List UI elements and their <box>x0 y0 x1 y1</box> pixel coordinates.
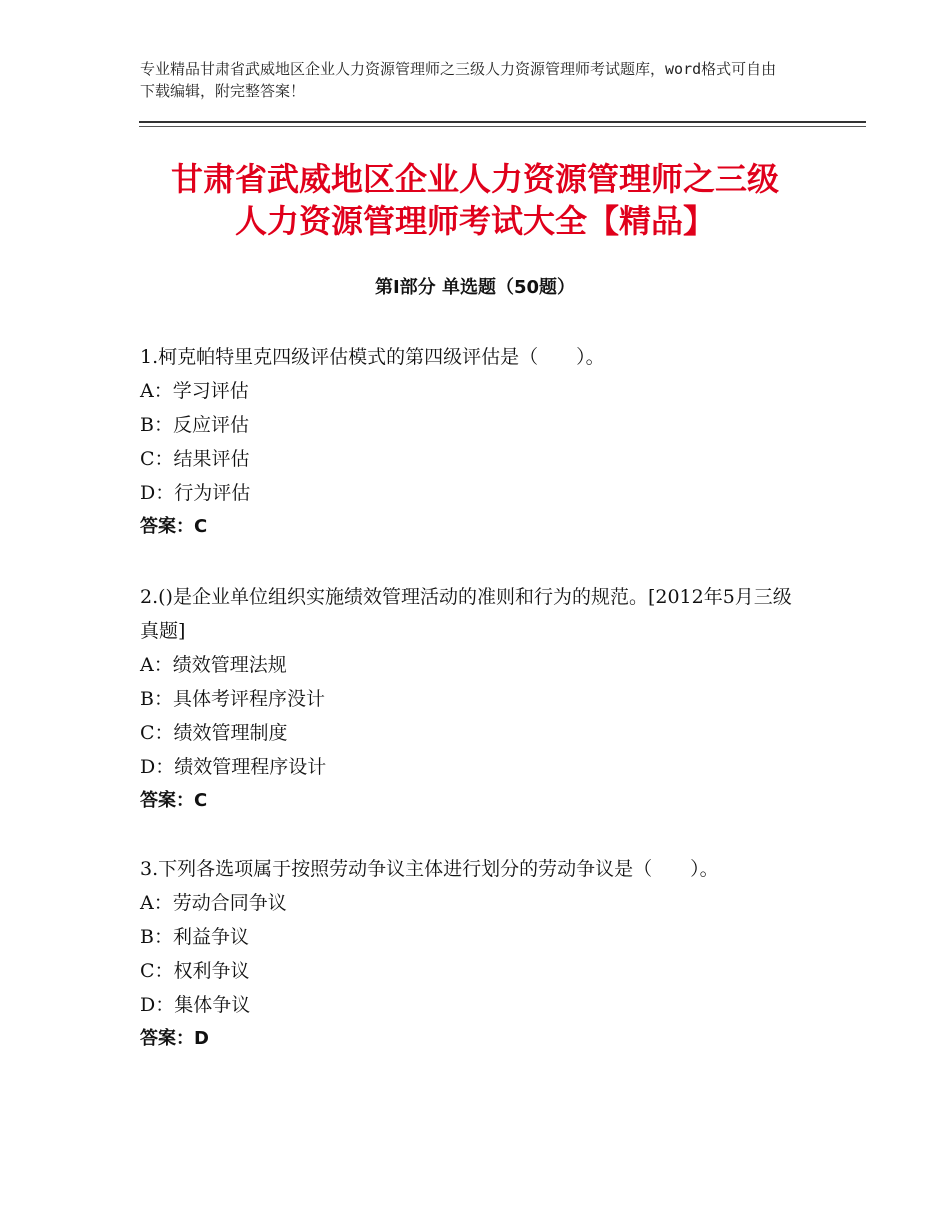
option-d: D：行为评估 <box>140 482 251 504</box>
header-note: 专业精品甘肃省武威地区企业人力资源管理师之三级人力资源管理师考试题库，word格式可自由下载编辑，附完整答案！ <box>140 60 777 100</box>
question-stem: 2.()是企业单位组织实施绩效管理活动的准则和行为的规范。[2012年5月三级真题] <box>140 586 792 642</box>
header-rule-thin <box>139 126 866 127</box>
document-title-line-2: 人力资源管理师考试大全【精品】 <box>234 202 715 240</box>
question-stem: 1.柯克帕特里克四级评估模式的第四级评估是（ ）。 <box>140 346 605 368</box>
question-stem: 3.下列各选项属于按照劳动争议主体进行划分的劳动争议是（ ）。 <box>140 858 719 880</box>
option-c: C：权利争议 <box>140 960 250 982</box>
option-a: A：绩效管理法规 <box>140 654 287 676</box>
option-b: B：利益争议 <box>140 926 249 948</box>
option-d: D：集体争议 <box>140 994 251 1016</box>
answer-line: 答案：D <box>140 1028 209 1049</box>
option-c: C：绩效管理制度 <box>140 722 288 744</box>
option-b: B：反应评估 <box>140 414 249 436</box>
header-rule-thick <box>139 121 866 123</box>
option-c: C：结果评估 <box>140 448 250 470</box>
answer-line: 答案：C <box>140 790 208 811</box>
question-3 <box>140 852 720 1056</box>
option-a: A：劳动合同争议 <box>140 892 287 914</box>
section-heading: 第Ⅰ部分 单选题（50题） <box>374 277 575 298</box>
document-title-line-1: 甘肃省武威地区企业人力资源管理师之三级 <box>170 160 779 198</box>
question-2 <box>140 580 810 818</box>
option-a: A：学习评估 <box>140 380 249 402</box>
option-b: B：具体考评程序没计 <box>140 688 325 710</box>
document-title <box>100 158 850 242</box>
answer-line: 答案：C <box>140 516 208 537</box>
question-1 <box>140 340 820 544</box>
option-d: D：绩效管理程序设计 <box>140 756 327 778</box>
